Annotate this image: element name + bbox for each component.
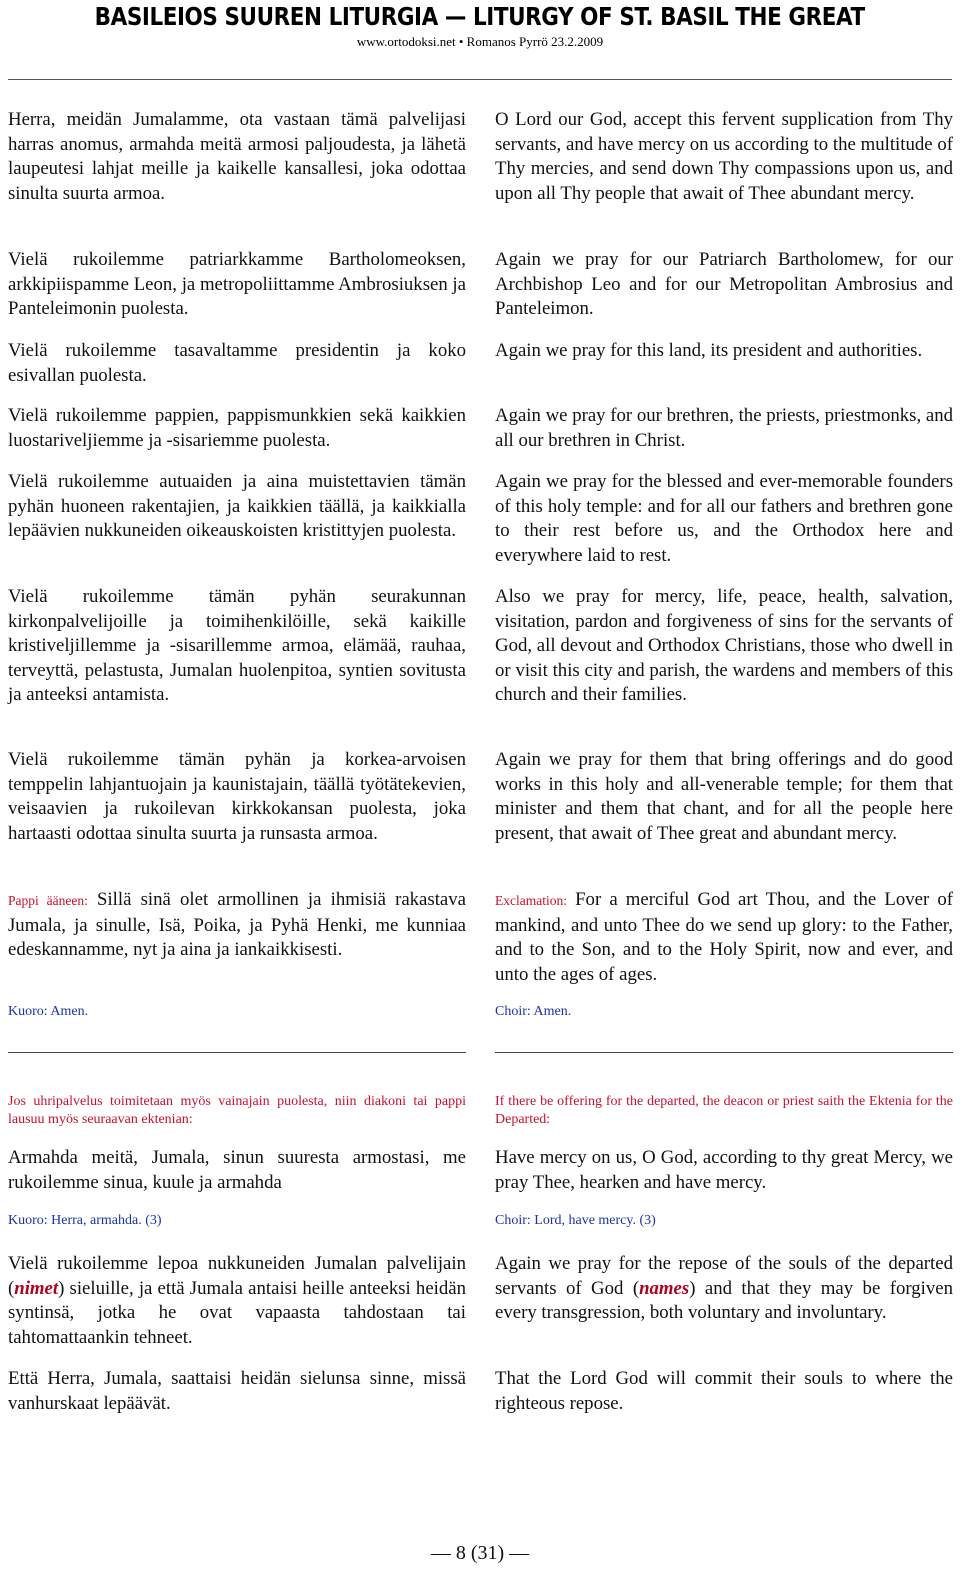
fi-paragraph-6: Vielä rukoilemme tämän pyhän seurakunnan kirkonpalvelijoille ja toimihenkilöille, sekä kaikille kristiveljillemme ja -sisarillemme armoa, elämää, rauhaa, terveyttä, pelastusta, Jumalan huolenpitoa, syntien sovitusta ja anteeksi antamista. [8,586,466,706]
en-paragraph-10 [495,1252,953,1326]
fi-paragraph-11: Että Herra, Jumala, saattaisi heidän sielunsa sinne, missä vanhurskaat lepäävät. [8,1368,466,1414]
document-subtitle: www.ortodoksi.net • Romanos Pyrrö 23.2.2009 [356,34,604,49]
fi-choir-lord-have-mercy: Kuoro: Herra, armahda. (3) [8,1213,162,1228]
en-exclamation-text: For a merciful God art Thou, and the Lover of mankind, and unto Thee do we send up glory: to the Father, and to the Son, and to the Holy Spirit, now and ever, and unto the ages of ages. [495,889,953,985]
en-paragraph-11: That the Lord God will commit their souls to where the righteous repose. [495,1368,953,1414]
fi-exclamation-label: Pappi ääneen: [8,893,88,908]
fi-p10-start: Vielä rukoilemme lepoa nukkuneiden Jumalan palvelijain ( [8,1253,466,1299]
en-choir-lord-have-mercy: Choir: Lord, have mercy. (3) [495,1213,656,1228]
fi-paragraph-5: Vielä rukoilemme autuaiden ja aina muistettavien tämän pyhän huoneen rakentajien, ja kaikkien täällä, ja kaikkialla lepäävien nukkuneiden oikeauskoisten kristittyjen puolesta. [8,471,466,542]
fi-paragraph-1: Herra, meidän Jumalamme, ota vastaan tämä palvelijasi harras anomus, armahda meitä armosi paljoudesta, ja lähetä laupeutesi lahjat meille ja kaikelle kansallesi, joka odottaa sinulta suurta armoa. [8,109,466,204]
fi-names-placeholder: nimet [14,1277,59,1299]
fi-rubric: Jos uhripalvelus toimitetaan myös vainajain puolesta, niin diakoni tai pappi lausuu myös seuraavan ektenian: [8,1094,466,1127]
en-names-placeholder: names [639,1277,690,1299]
en-paragraph-8 [495,888,953,987]
fi-choir-amen: Kuoro: Amen. [8,1004,89,1019]
document-title: BASILEIOS SUUREN LITURGIA — LITURGY OF ST. BASIL THE GREAT [94,2,865,31]
en-paragraph-2: Again we pray for our Patriarch Bartholomew, for our Archbishop Leo and for our Metropolitan Ambrosius and Panteleimon. [495,249,953,320]
en-paragraph-5: Again we pray for the blessed and ever-memorable founders of this holy temple: and for all our fathers and brethren gone to their rest before us, and the Orthodox here and everywhere laid to rest. [495,471,953,566]
fi-paragraph-8 [8,888,466,963]
en-exclamation-label: Exclamation: [495,893,567,908]
fi-paragraph-4: Vielä rukoilemme pappien, pappismunkkien sekä kaikkien luostariveljiemme ja -sisariemme puolesta. [8,405,466,451]
page-number: — 8 (31) — [430,1542,530,1564]
en-paragraph-6: Also we pray for mercy, life, peace, health, salvation, visitation, pardon and forgiveness of sins for the servants of God, all devout and Orthodox Christians, those who dwell in or visit this city and parish, the wardens and members of this church and their families. [495,586,953,706]
en-choir-amen: Choir: Amen. [495,1004,572,1019]
en-paragraph-9: Have mercy on us, O God, according to thy great Mercy, we pray Thee, hearken and have mercy. [495,1147,953,1193]
fi-paragraph-2: Vielä rukoilemme patriarkkamme Bartholomeoksen, arkkipiispamme Leon, ja metropoliittamme Ambrosiuksen ja Panteleimonin puolesta. [8,249,466,320]
en-rubric: If there be offering for the departed, the deacon or priest saith the Ektenia for the Departed: [495,1094,953,1127]
en-p10-start: Again we pray for the repose of the souls of the departed servants of God ( [495,1253,953,1299]
fi-section-divider [8,1052,466,1053]
en-paragraph-3: Again we pray for this land, its president and authorities. [495,340,923,361]
fi-paragraph-10 [8,1252,466,1350]
en-section-divider [495,1052,953,1053]
fi-paragraph-7: Vielä rukoilemme tämän pyhän ja korkea-arvoisen temppelin lahjantuojain ja kaunistajain, täällä työtätekevien, veisaavien ja rukoilevan kirkkokansan puolesta, joka hartaasti odottaa sinulta suurta ja runsasta armoa. [8,749,466,844]
fi-paragraph-9: Armahda meitä, Jumala, sinun suuresta armostasi, me rukoilemme sinua, kuule ja armahda [8,1147,466,1193]
en-paragraph-1: O Lord our God, accept this fervent supplication from Thy servants, and have mercy on us according to the multitude of Thy mercies, and send down Thy compassions upon us, and upon all Thy people that await of Thee abundant mercy. [495,109,953,204]
en-p10-end: ) and that they may be forgiven every transgression, both voluntary and involuntary. [495,1277,954,1324]
fi-p10-end: ) sieluille, ja että Jumala antaisi heille anteeksi heidän syntinsä, jotka he ovat vapaasta tahdostaan tai tahtomattaankin tehneet. [8,1277,466,1348]
en-paragraph-7: Again we pray for them that bring offerings and do good works in this holy and all-venerable temple; for them that minister and them that chant, and for all the people here present, that await of Thee great and abundant mercy. [495,749,953,844]
fi-paragraph-3: Vielä rukoilemme tasavaltamme presidentin ja koko esivallan puolesta. [8,340,466,386]
en-paragraph-4: Again we pray for our brethren, the priests, priestmonks, and all our brethren in Christ. [495,405,953,451]
header-divider [8,79,952,80]
fi-exclamation-text: Sillä sinä olet armollinen ja ihmisiä rakastava Jumala, ja sinulle, Isä, Poika, ja Pyhä Henki, me kunniaa edeskannamme, nyt ja aina ja iankaikkisesti. [8,889,466,961]
